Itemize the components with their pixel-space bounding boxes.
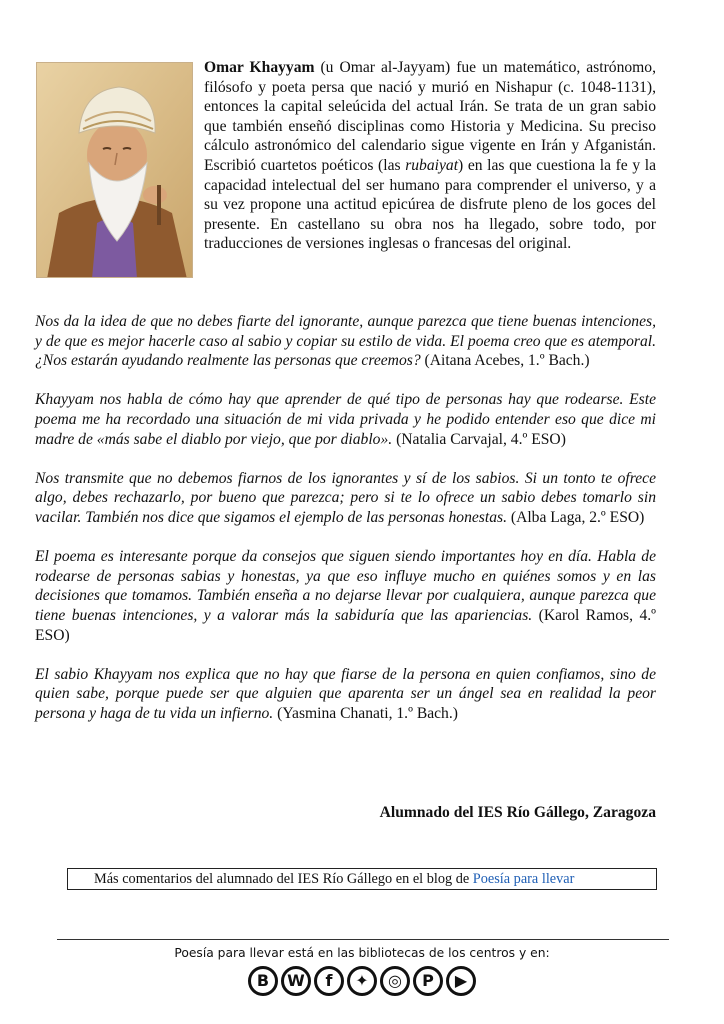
comment-text: Nos transmite que no debemos fiarnos de los ignorantes y sí de los sabios. Si un tonto te ofrece algo, debes rechazarlo, por bueno que parezca; pero si te lo ofrece un sabio debes tomarlo sin vacilar. También nos dice que sigamos el ejemplo de las personas honestas. [35, 469, 656, 526]
instagram-icon[interactable] [380, 966, 410, 996]
wordpress-icon[interactable] [281, 966, 311, 996]
twitter-glyph: ✦ [355, 971, 369, 990]
comment-3 [35, 469, 656, 528]
pinterest-glyph: P [422, 971, 434, 990]
comment-author: (Karol Ramos, 4.º ESO) [35, 606, 657, 644]
comment-text: Nos da la idea de que no debes fiarte del ignorante, aunque parezca que tiene buenas intenciones, y de que es mejor hacerle caso al sabio y copiar su estilo de vida. El poema creo que es atemporal. ¿Nos estarán ayudando realmente las personas que creemos? [35, 313, 656, 370]
footer-divider [57, 939, 669, 940]
comment-text: El sabio Khayyam nos explica que no hay que fiarse de la persona en quien confiamos, sino de quien sabe, porque puede ser que alguien que aparenta ser un ángel sea en realidad la peor persona y haga de tu vida un infierno. [35, 665, 656, 722]
comment-1 [35, 312, 656, 371]
comment-5 [35, 665, 656, 724]
comment-text: Khayyam nos habla de cómo hay que aprender de qué tipo de personas hay que rodearse. Este poema me ha recordado una situación de mi vida privada y he podido entender eso que dice mi madre de «más sabe el diablo por viejo, que por diablo». [35, 391, 656, 448]
youtube-icon[interactable] [446, 966, 476, 996]
bio-text-italic: rubaiyat [405, 156, 459, 174]
youtube-glyph: ▶ [454, 971, 468, 990]
bio-text-part2: ) en las que cuestiona la fe y la capacidad intelectual del ser humano para comprender el universo, y a su vez propone una actitud epicúrea de disfrute pleno de los goces del presente. En castellano su obra nos ha llegado, sobre todo, por traducciones de versiones inglesas o francesas del original. [204, 156, 656, 253]
bio-text-part1: (u Omar al-Jayyam) fue un matemático, astrónomo, filósofo y poeta persa que nació y murió en Nishapur (c. 1048-1131), entonces la capital seleúcida del actual Irán. Se trata de un gran sabio que también enseñó disciplinas como Historia y Medicina. Su preciso cálculo astronómico del calendario sigue vigente en Irán y Afganistán. Escribió cuartetos poéticos (las [204, 59, 656, 174]
comment-author: (Natalia Carvajal, 4.º ESO) [396, 430, 566, 448]
footer-text: Poesía para llevar está en las bibliotecas de los centros y en: [174, 946, 550, 960]
comment-text: El poema es interesante porque da consejos que siguen siendo importantes hoy en día. Habla de rodearse de personas sabias y honestas, ya que eso influye mucho en quiénes somos y en las decisiones que tomamos. También enseña a no dejarse llevar por cualquiera, aunque parezca que tiene buenas intenciones, y a valorar más la sabiduría que las apariencias. [35, 548, 656, 624]
social-icons [248, 966, 476, 1000]
blogger-glyph: B [256, 971, 270, 990]
facebook-glyph: f [325, 971, 333, 990]
omar-khayyam-portrait [36, 62, 193, 278]
more-comments-text: Más comentarios del alumnado del IES Río Gállego en el blog de [94, 871, 473, 887]
more-comments-box [67, 868, 657, 890]
facebook-icon[interactable] [314, 966, 344, 996]
comment-author: (Yasmina Chanati, 1.º Bach.) [277, 704, 458, 722]
comment-4 [35, 547, 656, 645]
student-comments [35, 312, 656, 743]
author-name: Omar Khayyam [204, 59, 315, 76]
twitter-icon[interactable] [347, 966, 377, 996]
signature: Alumnado del IES Río Gállego, Zaragoza [379, 804, 656, 821]
author-biography [204, 58, 656, 254]
comment-2 [35, 390, 656, 449]
instagram-glyph: ◎ [388, 971, 402, 990]
comment-author: (Alba Laga, 2.º ESO) [510, 508, 645, 526]
blogger-icon[interactable] [248, 966, 278, 996]
blog-link[interactable]: Poesía para llevar [472, 871, 575, 887]
pinterest-icon[interactable] [413, 966, 443, 996]
wordpress-glyph: W [287, 971, 305, 990]
comment-author: (Aitana Acebes, 1.º Bach.) [424, 352, 590, 370]
